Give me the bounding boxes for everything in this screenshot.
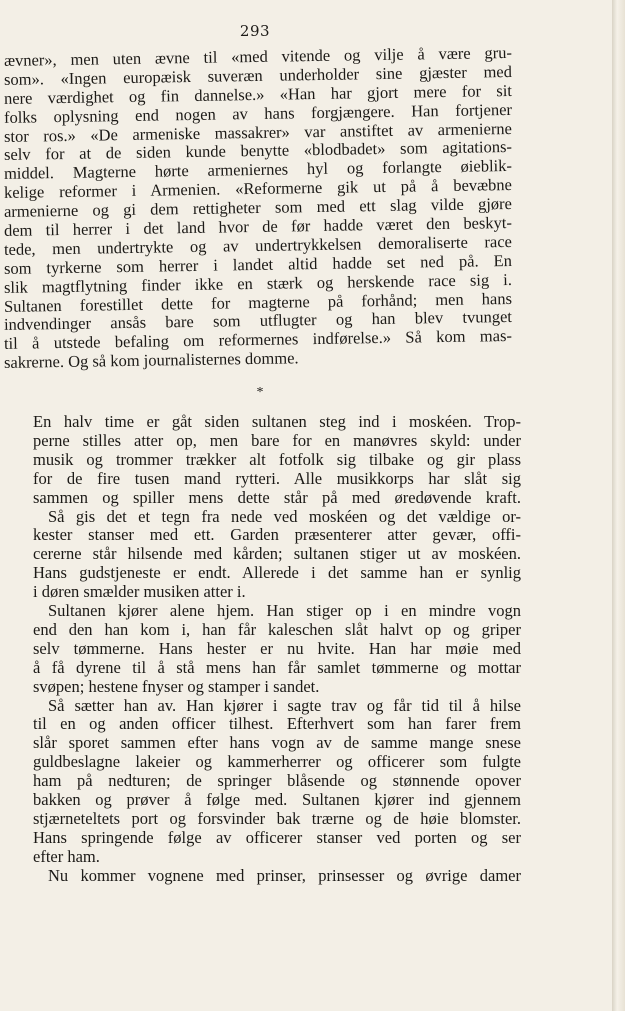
paragraph [0,867,532,886]
text-line: perne stilles atter op, men bare for en manøvres skyld: under [33,431,521,451]
text-line: som tyrkerne som herrer i landet altid hadde set ned på. En [3,250,513,278]
text-line: middel. Magterne hørte armeniernes hyl og forlangte øieblik- [3,156,513,184]
text-line: guldbeslagne lakeier og kammerherrer og officerer som fulgte [33,752,521,772]
text-line: svøpen; hestene fnyser og stamper i sandet. [33,676,320,696]
text-line: Sultanen forestillet dette for magterne på forhånd; men hans [3,288,513,316]
text-line: stjærneteltets port og forsvinder bak trærne og de høie blomster. [33,808,521,828]
text-line: Så gis det et tegn fra nede ved moskéen og det vældige or- [48,506,521,526]
text-line: nere værdighet og fin dannelse.» «Han har gjort mere for sit [3,80,513,108]
text-line: end den han kom i, han får kaleschen slåt halvt op og griper [33,619,521,639]
paragraph [0,413,532,507]
text-line: Hans gudstjeneste er endt. Allerede i det samme han er synlig [33,563,521,583]
text-line: efter ham. [33,846,100,866]
continued-paragraph [0,42,532,373]
text-line: slik magtflytning finder ikke en stærk og herskende race sig i. [3,269,513,297]
text-line: En halv time er gåt siden sultanen steg ind i moskéen. Trop- [33,412,521,432]
text-line: kelige reformer i Armenien. «Reformerne gik ut på å bevæbne [3,175,513,203]
text-line: sammen og spiller mens dette står på med øredøvende kraft. [33,487,521,507]
text-line: cererne står hilsende med kården; sultanen stiger ut av moskéen. [33,544,521,564]
text-line: til å utstede befaling om reformernes indførelse.» Så kom mas- [3,326,513,354]
text-line: sakrerne. Og så kom journalisternes domme. [3,348,299,373]
text-line: Så sætter han av. Han kjører i sagte trav og får tid til å hilse [48,695,521,715]
text-line: bakken og prøver å følge med. Sultanen kjører ind gjennem [33,789,521,809]
section-separator: * [256,385,264,401]
text-line: Sultanen kjører alene hjem. Han stiger op i en mindre vogn [48,601,521,621]
text-line: selv for at de siden kunde benytte «blodbadet» som agitations- [3,137,513,165]
text-line: dem til herrer i det land hvor de før hadde været den beskyt- [3,212,513,240]
text-line: musik og trommer trækker alt fotfolk sig tilbake og gir plass [33,449,521,469]
text-line: selv tømmerne. Hans hester er nu hvite. Han har møie med [33,638,521,658]
text-line: Nu kommer vognene med prinser, prinsesser og øvrige damer [48,865,521,885]
text-line: Hans springende følge av officerer stanser ved porten og ser [33,827,521,847]
paragraph [0,508,532,602]
paragraph [0,602,532,696]
text-line: i døren smælder musiken atter i. [33,582,246,602]
text-line: stor ros.» «De armeniske massakrer» var anstiftet av armenierne [3,118,513,146]
page-number: 293 [239,22,271,40]
page-edge [612,0,625,1011]
text-line: som». «Ingen europæisk suveræn underholder sine gjæster med [3,61,513,89]
text-line: armenierne og gi dem rettigheter som med ett slag vilde gjøre [3,194,513,222]
text-line: indvendinger ansås bare som utflugter og han blev tvunget [3,307,513,335]
text-line: til en og anden officer tilhest. Efterhvert som han farer frem [33,714,521,734]
text-line: ævner», men uten ævne til «med vitende og vilje å være gru- [3,42,513,70]
text-line: kester stanser med ett. Garden præsenterer atter gevær, offi- [33,525,521,545]
text-line: for de fire tusen mand rytteri. Alle musikkorps har slåt sig [33,468,521,488]
text-line: ham på nedturen; de springer blåsende og stønnende opover [33,771,521,791]
page-text [0,42,532,885]
paragraph [0,697,532,867]
text-line: folks oplysning end nogen av hans forgjængere. Han fortjener [3,99,513,127]
text-line: tede, men undertrykte og av undertrykkelsen demoraliserte race [3,231,513,259]
text-line: slår sporet sammen efter hans vogn av de samme mange snese [33,733,521,753]
text-line: å få dyrene til å stå mens han får samlet tømmerne og mottar [33,657,521,677]
